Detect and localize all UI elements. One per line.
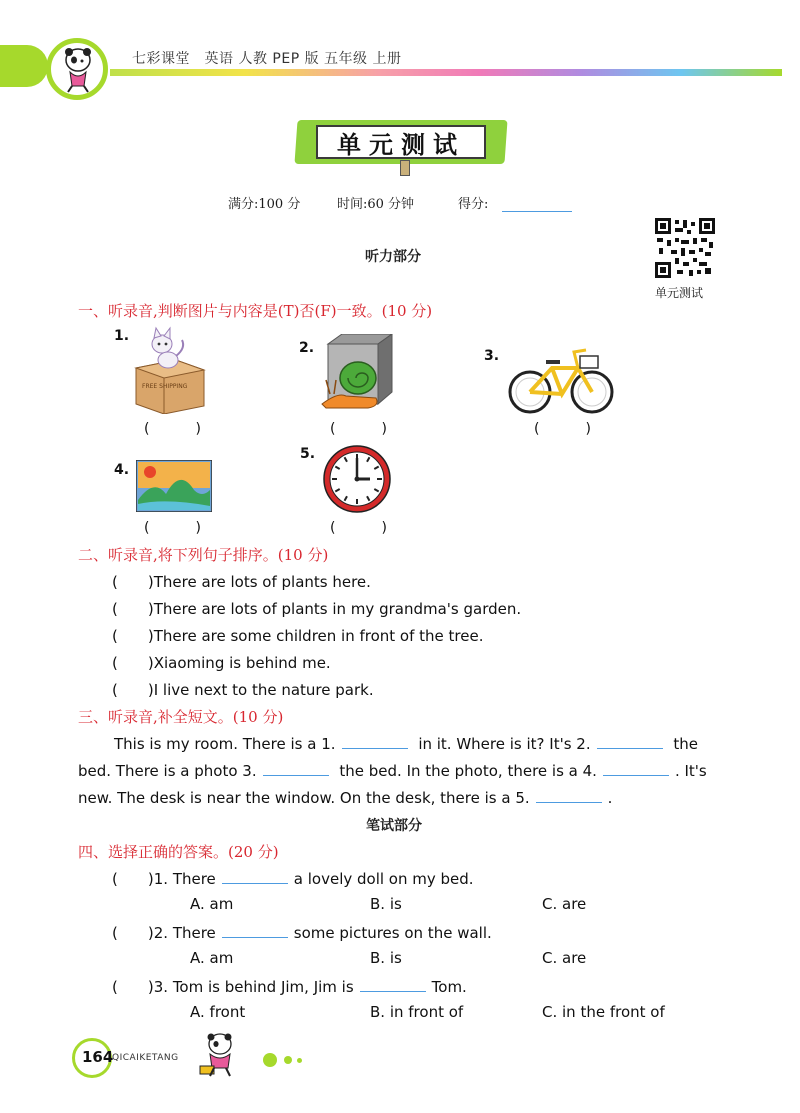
panda-mascot-icon <box>196 1030 246 1080</box>
ordering-paren[interactable]: ( ) <box>112 600 154 618</box>
ordering-item <box>112 652 331 673</box>
time-limit: 时间:60 分钟 <box>337 197 415 212</box>
section2-heading: 二、听录音,将下列句子排序。(10 分) <box>78 546 329 564</box>
choice-question: ( )1. There a lovely doll on my bed. <box>112 870 474 888</box>
ordering-item <box>112 571 371 592</box>
option-c[interactable]: C. are <box>542 895 587 913</box>
option-c[interactable]: C. in the front of <box>542 1003 665 1021</box>
q5-number: 5. <box>300 446 316 462</box>
option-a[interactable]: A. am <box>190 895 234 913</box>
cloze-blank-2[interactable] <box>597 734 663 749</box>
writing-section-title: 笔试部分 <box>366 818 422 834</box>
bicycle-picture <box>506 346 616 416</box>
ordering-sentence: There are some children in front of the tree. <box>153 627 484 645</box>
cloze-paragraph-line-3: new. The desk is near the window. On the desk, there is a 5. . <box>78 789 613 807</box>
ordering-sentence: I live next to the nature park. <box>153 681 374 699</box>
choice-blank[interactable] <box>222 923 288 938</box>
cat-on-box-picture <box>128 326 210 414</box>
box-label: FREE SHIPPING <box>142 383 188 390</box>
q3-number: 3. <box>484 348 500 364</box>
ordering-paren[interactable]: ( ) <box>112 654 154 672</box>
ordering-paren[interactable]: ( ) <box>112 627 154 645</box>
choice-question: ( )2. There some pictures on the wall. <box>112 924 492 942</box>
ordering-item <box>112 625 483 646</box>
title-banner <box>316 125 486 159</box>
footer-brand: QICAIKETANG <box>112 1053 179 1063</box>
ordering-item <box>112 679 374 700</box>
option-a[interactable]: A. front <box>190 1003 246 1021</box>
banner-tag-icon <box>400 160 410 176</box>
listening-section-title: 听力部分 <box>365 249 421 265</box>
ordering-sentence: There are lots of plants here. <box>153 573 371 591</box>
q4-answer-paren[interactable]: ( ) <box>144 520 207 536</box>
cloze-paragraph: This is my room. There is a 1. in it. Where is it? It's 2. the <box>114 735 698 753</box>
snail-in-box-picture <box>318 334 398 414</box>
score-label: 得分: <box>458 197 489 212</box>
ordering-paren[interactable]: ( ) <box>112 681 154 699</box>
ordering-sentence: Xiaoming is behind me. <box>153 654 331 672</box>
full-marks: 满分:100 分 <box>228 197 301 212</box>
page-title: 单元测试 <box>337 129 465 159</box>
score-blank[interactable] <box>502 211 572 212</box>
choice-paren[interactable]: ( ) <box>112 978 154 996</box>
q2-answer-paren[interactable]: ( ) <box>330 421 393 437</box>
ordering-sentence: There are lots of plants in my grandma's garden. <box>153 600 522 618</box>
q2-number: 2. <box>299 340 315 356</box>
panda-mascot-icon <box>54 44 102 94</box>
header-rainbow-line <box>110 69 782 76</box>
q1-answer-paren[interactable]: ( ) <box>144 421 207 437</box>
choice-blank[interactable] <box>360 977 426 992</box>
option-b[interactable]: B. is <box>370 895 402 913</box>
ordering-paren[interactable]: ( ) <box>112 573 154 591</box>
cloze-blank-4[interactable] <box>603 761 669 776</box>
decor-dot <box>284 1056 292 1064</box>
q1-number: 1. <box>114 328 130 344</box>
cloze-blank-3[interactable] <box>263 761 329 776</box>
section4-heading: 四、选择正确的答案。(20 分) <box>78 843 279 861</box>
cloze-blank-5[interactable] <box>536 788 602 803</box>
page-number: 164 <box>82 1048 114 1066</box>
choice-blank[interactable] <box>222 869 288 884</box>
section3-heading: 三、听录音,补全短文。(10 分) <box>78 708 284 726</box>
decor-dot <box>297 1058 302 1063</box>
header-title: 七彩课堂 英语 人教 PEP 版 五年级 上册 <box>132 51 402 67</box>
cloze-blank-1[interactable] <box>342 734 408 749</box>
decor-dot <box>263 1053 277 1067</box>
choice-paren[interactable]: ( ) <box>112 870 154 888</box>
q4-number: 4. <box>114 462 130 478</box>
mountain-landscape-picture <box>136 460 212 512</box>
q5-answer-paren[interactable]: ( ) <box>330 520 393 536</box>
cloze-paragraph-line-2: bed. There is a photo 3. the bed. In the photo, there is a 4. . It's <box>78 762 707 780</box>
clock-picture <box>322 444 392 514</box>
section1-heading: 一、听录音,判断图片与内容是(T)否(F)一致。(10 分) <box>78 302 433 320</box>
option-b[interactable]: B. in front of <box>370 1003 464 1021</box>
choice-paren[interactable]: ( ) <box>112 924 154 942</box>
choice-question: ( )3. Tom is behind Jim, Jim is Tom. <box>112 978 467 996</box>
option-a[interactable]: A. am <box>190 949 234 967</box>
qr-code-icon <box>655 218 715 278</box>
header-tab <box>0 45 48 87</box>
option-c[interactable]: C. are <box>542 949 587 967</box>
ordering-item <box>112 598 521 619</box>
qr-caption: 单元测试 <box>655 286 704 300</box>
q3-answer-paren[interactable]: ( ) <box>534 421 597 437</box>
option-b[interactable]: B. is <box>370 949 402 967</box>
